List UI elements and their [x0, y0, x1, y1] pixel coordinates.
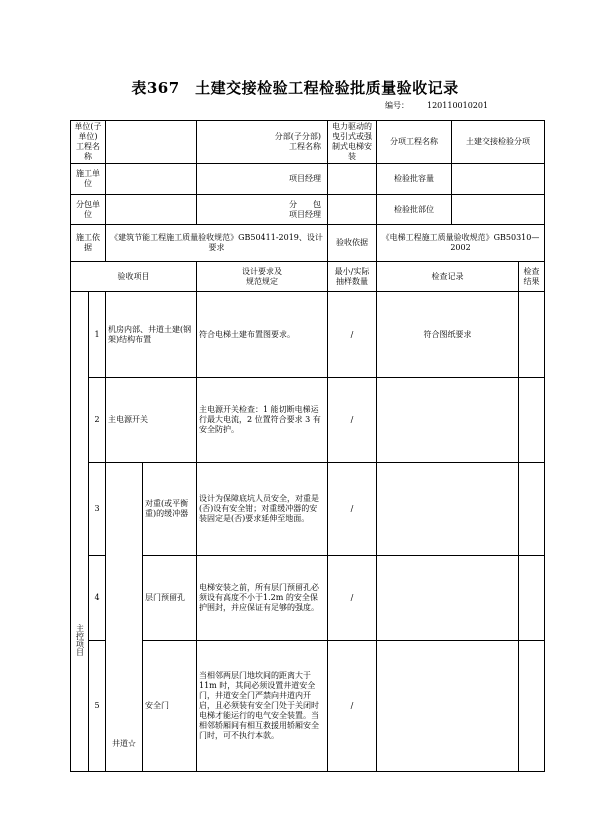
shaft-group-text: 井道☆ [112, 739, 136, 748]
row-sub-item: 安全门 [143, 641, 197, 772]
row-design-requirement: 主电源开关检查：1 能切断电梯运行最大电流，2 位置符合要求 3 有安全防护。 [197, 378, 328, 463]
row-check-result [519, 463, 545, 556]
row-sample-count: / [328, 463, 377, 556]
construction-basis-value: 《建筑节能工程施工质量验收规范》GB50411-2019、设计要求 [106, 225, 328, 262]
row-check-result [519, 641, 545, 772]
row-number: 1 [89, 292, 106, 378]
subcontractor-value [106, 195, 197, 225]
col-header-record: 检查记录 [377, 262, 519, 292]
row-design-requirement: 电梯安装之前，所有层门预留孔必须设有高度不小于1.2m 的安全保护围封，并应保证有足够的强度。 [197, 556, 328, 641]
batch-size-value [452, 164, 545, 195]
acceptance-basis-label: 验收依据 [328, 225, 377, 262]
main-control-group-text: 主控项目 [75, 624, 85, 656]
contractor-value [106, 164, 197, 195]
division-name-label: 分部(子分部) 工程名称 [197, 121, 328, 164]
project-manager-value [328, 164, 377, 195]
row-check-record [377, 641, 519, 772]
table-row [71, 292, 545, 378]
subitem-name-value: 土建交接检验分项 [452, 121, 545, 164]
row-sample-count: / [328, 292, 377, 378]
batch-part-label: 检验批部位 [377, 195, 452, 225]
division-name-value: 电力驱动的曳引式或强制式电梯安装 [328, 121, 377, 164]
row-number: 4 [89, 556, 106, 641]
table-row [71, 556, 545, 641]
row-sample-count: / [328, 556, 377, 641]
col-header-item: 验收项目 [71, 262, 197, 292]
batch-part-value [452, 195, 545, 225]
unit-name-value [106, 121, 197, 164]
table-row [71, 641, 545, 772]
row-item-name: 机房内部、井道土建(钢 架)结构布置 [106, 292, 197, 378]
row-number: 2 [89, 378, 106, 463]
row-design-requirement: 符合电梯土建布置图要求。 [197, 292, 328, 378]
shaft-group-label [106, 463, 143, 772]
construction-basis-label: 施工依据 [71, 225, 106, 262]
acceptance-basis-value: 《电梯工程施工质量验收规范》GB50310—2002 [377, 225, 545, 262]
row-item-name: 主电源开关 [106, 378, 197, 463]
row-sub-item: 对重(或平衡重)的缓冲器 [143, 463, 197, 556]
row-design-requirement: 设计为保障底坑人员安全，对重是(否)设有安全钳；对重缓冲器的安装固定是(否)要求延伸至地面。 [197, 463, 328, 556]
sub-project-manager-label: 分 包 项目经理 [197, 195, 328, 225]
batch-size-label: 检验批容量 [377, 164, 452, 195]
row-design-requirement: 当相邻两层门地坎间的距离大于 11m 时，其间必须设置井道安全门，井道安全门严禁向井道内开启，且必须装有安全门处于关闭时电梯才能运行的电气安全装置。当相邻轿厢间有相互救援用轿厢安全门时，可不执行本款。 [197, 641, 328, 772]
row-check-record: 符合图纸要求 [377, 292, 519, 378]
contractor-label: 施工单位 [71, 164, 106, 195]
row-number: 5 [89, 641, 106, 772]
row-sub-item: 层门预留孔 [143, 556, 197, 641]
project-manager-label: 项目经理 [197, 164, 328, 195]
row-number: 3 [89, 463, 106, 556]
row-check-result [519, 292, 545, 378]
row-check-result [519, 556, 545, 641]
table-row [71, 463, 545, 556]
subcontractor-label: 分包单位 [71, 195, 106, 225]
doc-no-label: 编号： [385, 101, 409, 110]
doc-no-value: 120110010201 [427, 101, 489, 110]
inspection-record-table [70, 120, 545, 772]
sub-project-manager-value [328, 195, 377, 225]
unit-name-label: 单位(子单位) 工程名称 [71, 121, 106, 164]
col-header-sample: 最小/实际 抽样数量 [328, 262, 377, 292]
col-header-design: 设计要求及 规范规定 [197, 262, 328, 292]
row-check-record [377, 556, 519, 641]
document-number [385, 100, 488, 111]
row-sample-count: / [328, 641, 377, 772]
row-check-record [377, 378, 519, 463]
subitem-name-label: 分项工程名称 [377, 121, 452, 164]
row-sample-count: / [328, 378, 377, 463]
main-control-group-label [71, 292, 89, 772]
table-row [71, 378, 545, 463]
col-header-result: 检查 结果 [519, 262, 545, 292]
form-title: 表367 土建交接检验工程检验批质量验收记录 [131, 79, 459, 97]
row-check-record [377, 463, 519, 556]
row-check-result [519, 378, 545, 463]
